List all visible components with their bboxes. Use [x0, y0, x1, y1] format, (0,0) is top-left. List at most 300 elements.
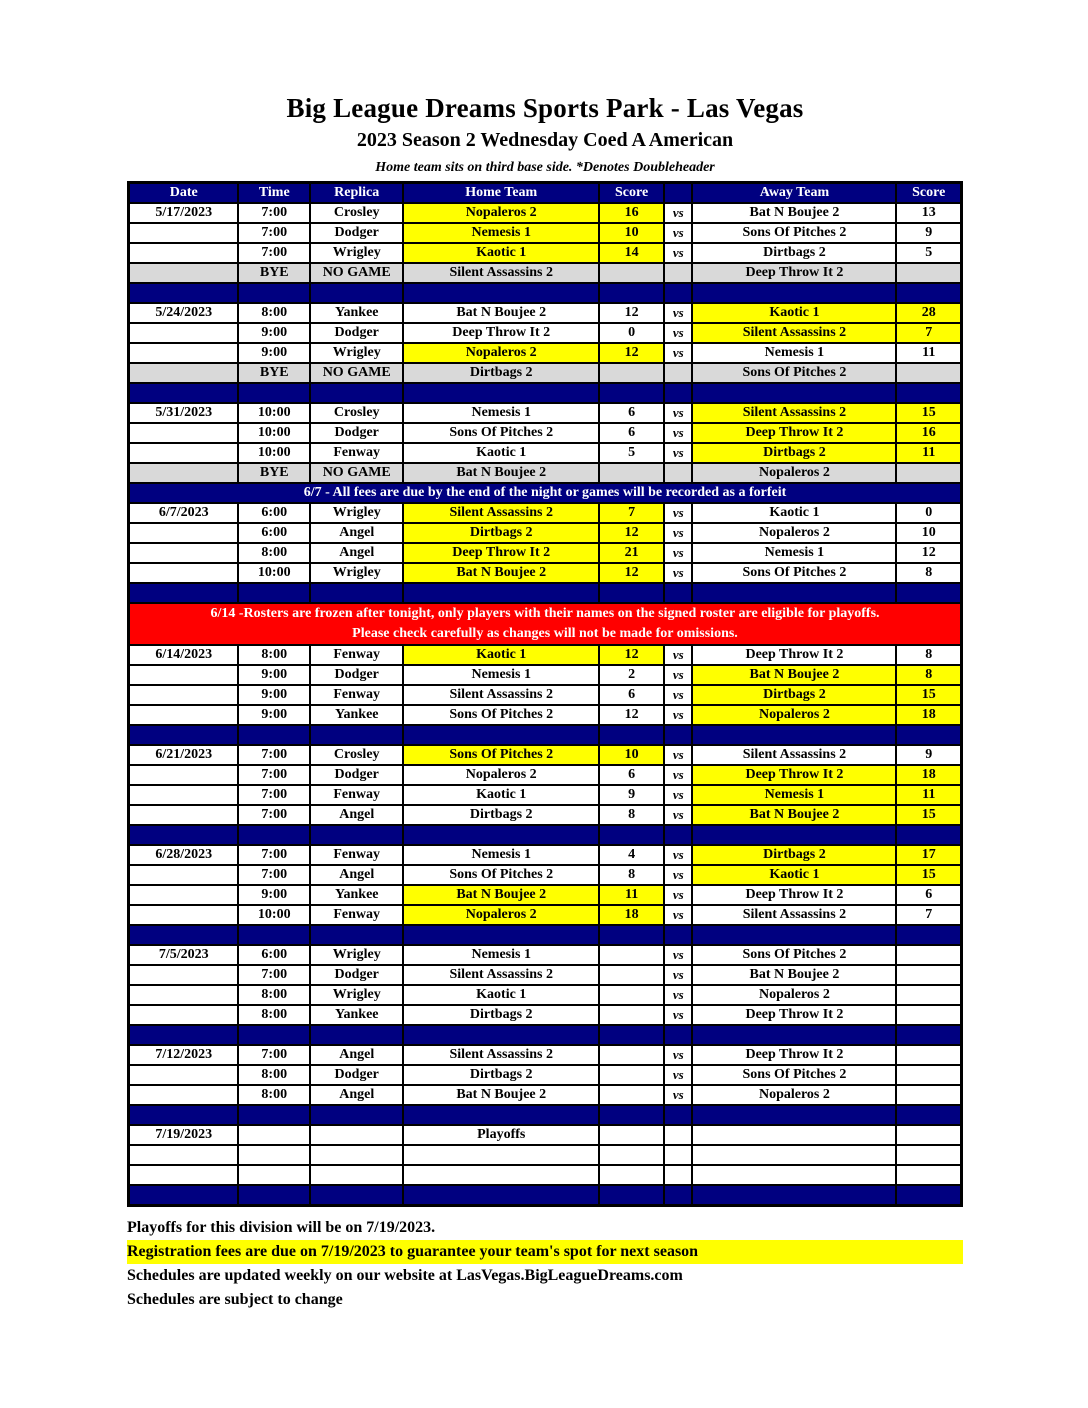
- roster-banner-cell: [129, 603, 962, 645]
- home-team-cell: Silent Assassins 2: [403, 965, 599, 985]
- schedule-table: [127, 181, 963, 1207]
- vs-cell: vs: [664, 1085, 692, 1105]
- away-score-cell: 15: [896, 403, 961, 423]
- game-row: [129, 343, 962, 363]
- game-row: [129, 785, 962, 805]
- vs-cell: vs: [664, 645, 692, 665]
- footer-playoffs-note: Playoffs for this division will be on 7/19/2023.: [127, 1218, 436, 1236]
- separator-cell: [599, 1025, 664, 1045]
- vs-cell: vs: [664, 765, 692, 785]
- away-score-cell: 6: [896, 885, 961, 905]
- separator-cell: [896, 283, 961, 303]
- header-row: [129, 182, 962, 203]
- home-score-cell: 5: [599, 443, 664, 463]
- separator-cell: [692, 583, 896, 603]
- date-cell: [129, 243, 239, 263]
- date-cell: [129, 1065, 239, 1085]
- game-row: [129, 243, 962, 263]
- away-team-cell: Sons Of Pitches 2: [692, 563, 896, 583]
- separator-cell: [599, 825, 664, 845]
- empty-cell: [403, 1165, 599, 1185]
- time-cell: 8:00: [238, 1065, 310, 1085]
- separator-cell: [664, 925, 692, 945]
- home-score-cell: 21: [599, 543, 664, 563]
- header-cell: Score: [599, 182, 664, 203]
- separator-cell: [599, 725, 664, 745]
- vs-cell: vs: [664, 865, 692, 885]
- separator-cell: [238, 383, 310, 403]
- time-cell: 9:00: [238, 323, 310, 343]
- game-row: [129, 885, 962, 905]
- separator-row: [129, 925, 962, 945]
- away-team-cell: Bat N Boujee 2: [692, 965, 896, 985]
- home-score-cell: 12: [599, 705, 664, 725]
- home-score-cell: [599, 263, 664, 283]
- vs-cell: vs: [664, 945, 692, 965]
- replica-cell: Wrigley: [310, 343, 403, 363]
- replica-cell: Dodger: [310, 765, 403, 785]
- separator-cell: [896, 925, 961, 945]
- date-cell: [129, 363, 239, 383]
- replica-cell: Fenway: [310, 845, 403, 865]
- header-cell: Time: [238, 182, 310, 203]
- away-team-cell: Dirtbags 2: [692, 845, 896, 865]
- separator-cell: [129, 1185, 239, 1206]
- home-team-cell: Dirtbags 2: [403, 363, 599, 383]
- game-row: [129, 865, 962, 885]
- game-row: [129, 1065, 962, 1085]
- game-row: [129, 1045, 962, 1065]
- separator-cell: [129, 1025, 239, 1045]
- away-team-cell: Silent Assassins 2: [692, 323, 896, 343]
- home-team-cell: Dirtbags 2: [403, 523, 599, 543]
- home-team-cell: Nemesis 1: [403, 403, 599, 423]
- separator-cell: [238, 1025, 310, 1045]
- vs-cell: vs: [664, 1065, 692, 1085]
- date-cell: [129, 805, 239, 825]
- home-team-cell: Nopaleros 2: [403, 203, 599, 223]
- separator-cell: [310, 1025, 403, 1045]
- home-team-cell: Bat N Boujee 2: [403, 463, 599, 483]
- game-row: [129, 423, 962, 443]
- time-cell: 10:00: [238, 563, 310, 583]
- home-team-cell: Deep Throw It 2: [403, 323, 599, 343]
- home-team-cell: Sons Of Pitches 2: [403, 705, 599, 725]
- date-cell: [129, 1005, 239, 1025]
- separator-cell: [692, 383, 896, 403]
- date-cell: 5/24/2023: [129, 303, 239, 323]
- empty-cell: [692, 1165, 896, 1185]
- separator-cell: [129, 383, 239, 403]
- date-cell: [129, 563, 239, 583]
- home-team-cell: Nemesis 1: [403, 845, 599, 865]
- home-team-cell: Bat N Boujee 2: [403, 563, 599, 583]
- replica-cell: [310, 1125, 403, 1145]
- away-score-cell: 9: [896, 223, 961, 243]
- date-cell: [129, 705, 239, 725]
- separator-cell: [403, 825, 599, 845]
- date-cell: [129, 865, 239, 885]
- separator-cell: [310, 1105, 403, 1125]
- separator-row: [129, 283, 962, 303]
- away-score-cell: [896, 965, 961, 985]
- home-team-cell: Dirtbags 2: [403, 1065, 599, 1085]
- date-cell: [129, 323, 239, 343]
- date-cell: [129, 985, 239, 1005]
- time-cell: 7:00: [238, 865, 310, 885]
- time-cell: BYE: [238, 363, 310, 383]
- replica-cell: Fenway: [310, 443, 403, 463]
- replica-cell: Dodger: [310, 1065, 403, 1085]
- away-score-cell: [896, 1065, 961, 1085]
- footer-website-note: Schedules are updated weekly on our website at LasVegas.BigLeagueDreams.com: [127, 1266, 683, 1284]
- empty-cell: [129, 1145, 239, 1165]
- vs-cell: [664, 1125, 692, 1145]
- empty-cell: [599, 1165, 664, 1185]
- time-cell: 8:00: [238, 985, 310, 1005]
- game-row: [129, 303, 962, 323]
- away-score-cell: 0: [896, 503, 961, 523]
- bye-row: [129, 263, 962, 283]
- page-footer: [127, 1216, 963, 1312]
- game-row: [129, 323, 962, 343]
- separator-cell: [664, 1025, 692, 1045]
- replica-cell: Angel: [310, 523, 403, 543]
- away-score-cell: 15: [896, 805, 961, 825]
- separator-cell: [310, 1185, 403, 1206]
- separator-cell: [599, 1185, 664, 1206]
- time-cell: 9:00: [238, 665, 310, 685]
- home-team-cell: Nopaleros 2: [403, 765, 599, 785]
- away-team-cell: Bat N Boujee 2: [692, 203, 896, 223]
- game-row: [129, 223, 962, 243]
- home-score-cell: 6: [599, 765, 664, 785]
- home-team-cell: Nemesis 1: [403, 665, 599, 685]
- time-cell: 8:00: [238, 1005, 310, 1025]
- home-team-cell: Silent Assassins 2: [403, 263, 599, 283]
- date-cell: [129, 443, 239, 463]
- home-score-cell: [599, 985, 664, 1005]
- empty-cell: [599, 1145, 664, 1165]
- home-team-cell: Silent Assassins 2: [403, 1045, 599, 1065]
- away-team-cell: Nemesis 1: [692, 785, 896, 805]
- home-score-cell: 6: [599, 685, 664, 705]
- separator-cell: [896, 583, 961, 603]
- away-score-cell: [896, 985, 961, 1005]
- replica-cell: Dodger: [310, 965, 403, 985]
- away-score-cell: 18: [896, 765, 961, 785]
- home-team-cell: Silent Assassins 2: [403, 685, 599, 705]
- game-row: [129, 563, 962, 583]
- vs-cell: vs: [664, 1045, 692, 1065]
- home-score-cell: 12: [599, 563, 664, 583]
- home-score-cell: [599, 1125, 664, 1145]
- home-score-cell: 12: [599, 343, 664, 363]
- separator-cell: [310, 925, 403, 945]
- banner-row: [129, 603, 962, 645]
- date-cell: [129, 523, 239, 543]
- date-cell: [129, 263, 239, 283]
- away-score-cell: 11: [896, 785, 961, 805]
- away-score-cell: 8: [896, 665, 961, 685]
- home-team-cell: Dirtbags 2: [403, 805, 599, 825]
- vs-cell: vs: [664, 965, 692, 985]
- time-cell: 8:00: [238, 303, 310, 323]
- replica-cell: Angel: [310, 543, 403, 563]
- replica-cell: Yankee: [310, 705, 403, 725]
- away-team-cell: Kaotic 1: [692, 503, 896, 523]
- game-row: [129, 403, 962, 423]
- home-score-cell: 10: [599, 745, 664, 765]
- date-cell: [129, 665, 239, 685]
- away-team-cell: Deep Throw It 2: [692, 765, 896, 785]
- home-team-cell: Kaotic 1: [403, 985, 599, 1005]
- away-score-cell: 15: [896, 865, 961, 885]
- away-team-cell: Nopaleros 2: [692, 985, 896, 1005]
- replica-cell: Angel: [310, 1085, 403, 1105]
- separator-row: [129, 725, 962, 745]
- date-cell: [129, 423, 239, 443]
- separator-cell: [238, 1105, 310, 1125]
- schedule-page: [127, 94, 963, 1312]
- separator-cell: [310, 583, 403, 603]
- replica-cell: Fenway: [310, 685, 403, 705]
- away-team-cell: Nopaleros 2: [692, 463, 896, 483]
- separator-cell: [896, 725, 961, 745]
- date-cell: [129, 905, 239, 925]
- time-cell: 8:00: [238, 645, 310, 665]
- bye-row: [129, 363, 962, 383]
- home-team-cell: Nopaleros 2: [403, 343, 599, 363]
- home-score-cell: [599, 1005, 664, 1025]
- time-cell: 6:00: [238, 503, 310, 523]
- away-team-cell: Nopaleros 2: [692, 523, 896, 543]
- away-team-cell: Silent Assassins 2: [692, 905, 896, 925]
- away-score-cell: 5: [896, 243, 961, 263]
- time-cell: 10:00: [238, 905, 310, 925]
- separator-cell: [664, 725, 692, 745]
- separator-cell: [129, 283, 239, 303]
- game-row: [129, 1085, 962, 1105]
- header-cell: Home Team: [403, 182, 599, 203]
- vs-cell: vs: [664, 403, 692, 423]
- separator-cell: [664, 283, 692, 303]
- separator-cell: [692, 925, 896, 945]
- away-score-cell: 9: [896, 745, 961, 765]
- date-cell: 5/31/2023: [129, 403, 239, 423]
- home-score-cell: 16: [599, 203, 664, 223]
- home-score-cell: 11: [599, 885, 664, 905]
- separator-cell: [403, 1185, 599, 1206]
- separator-cell: [896, 825, 961, 845]
- time-cell: 10:00: [238, 443, 310, 463]
- home-score-cell: 2: [599, 665, 664, 685]
- separator-row: [129, 383, 962, 403]
- replica-cell: Wrigley: [310, 503, 403, 523]
- away-score-cell: [896, 1125, 961, 1145]
- time-cell: 7:00: [238, 785, 310, 805]
- replica-cell: Dodger: [310, 223, 403, 243]
- home-team-note: Home team sits on third base side. *Denotes Doubleheader: [375, 159, 715, 175]
- replica-cell: Fenway: [310, 785, 403, 805]
- time-cell: 7:00: [238, 765, 310, 785]
- vs-cell: vs: [664, 705, 692, 725]
- replica-cell: Wrigley: [310, 563, 403, 583]
- home-score-cell: 9: [599, 785, 664, 805]
- date-cell: [129, 785, 239, 805]
- vs-cell: vs: [664, 503, 692, 523]
- away-team-cell: Sons Of Pitches 2: [692, 363, 896, 383]
- separator-cell: [664, 1105, 692, 1125]
- game-row: [129, 945, 962, 965]
- separator-cell: [664, 825, 692, 845]
- separator-cell: [129, 825, 239, 845]
- time-cell: 7:00: [238, 965, 310, 985]
- game-row: [129, 965, 962, 985]
- separator-cell: [599, 925, 664, 945]
- away-team-cell: [692, 1125, 896, 1145]
- date-cell: [129, 965, 239, 985]
- empty-cell: [310, 1145, 403, 1165]
- away-team-cell: Deep Throw It 2: [692, 645, 896, 665]
- playoffs-row: [129, 1125, 962, 1145]
- home-score-cell: 8: [599, 805, 664, 825]
- separator-cell: [129, 1105, 239, 1125]
- away-team-cell: Bat N Boujee 2: [692, 805, 896, 825]
- away-team-cell: Sons Of Pitches 2: [692, 945, 896, 965]
- replica-cell: Angel: [310, 865, 403, 885]
- date-cell: [129, 885, 239, 905]
- game-row: [129, 543, 962, 563]
- away-team-cell: Sons Of Pitches 2: [692, 1065, 896, 1085]
- away-score-cell: [896, 1045, 961, 1065]
- date-cell: 6/14/2023: [129, 645, 239, 665]
- separator-row: [129, 583, 962, 603]
- replica-cell: Dodger: [310, 423, 403, 443]
- vs-cell: vs: [664, 905, 692, 925]
- away-team-cell: Deep Throw It 2: [692, 1045, 896, 1065]
- away-team-cell: Deep Throw It 2: [692, 1005, 896, 1025]
- home-score-cell: 12: [599, 523, 664, 543]
- game-row: [129, 503, 962, 523]
- game-row: [129, 645, 962, 665]
- home-team-cell: Kaotic 1: [403, 443, 599, 463]
- time-cell: 6:00: [238, 523, 310, 543]
- empty-cell: [403, 1145, 599, 1165]
- vs-cell: vs: [664, 203, 692, 223]
- separator-cell: [238, 725, 310, 745]
- separator-cell: [664, 1185, 692, 1206]
- away-score-cell: [896, 363, 961, 383]
- home-score-cell: 6: [599, 423, 664, 443]
- time-cell: 7:00: [238, 203, 310, 223]
- separator-cell: [692, 725, 896, 745]
- empty-cell: [238, 1145, 310, 1165]
- home-team-cell: Nopaleros 2: [403, 905, 599, 925]
- separator-cell: [310, 283, 403, 303]
- schedule-table-head: [129, 182, 962, 203]
- separator-cell: [238, 283, 310, 303]
- away-score-cell: 8: [896, 645, 961, 665]
- separator-cell: [692, 1105, 896, 1125]
- replica-cell: Fenway: [310, 645, 403, 665]
- replica-cell: Crosley: [310, 403, 403, 423]
- home-score-cell: 6: [599, 403, 664, 423]
- away-team-cell: Nemesis 1: [692, 343, 896, 363]
- away-score-cell: 13: [896, 203, 961, 223]
- vs-cell: vs: [664, 543, 692, 563]
- vs-cell: vs: [664, 303, 692, 323]
- home-score-cell: [599, 1045, 664, 1065]
- separator-cell: [896, 1025, 961, 1045]
- schedule-table-body: [129, 203, 962, 1206]
- date-cell: 6/21/2023: [129, 745, 239, 765]
- replica-cell: Dodger: [310, 323, 403, 343]
- vs-cell: vs: [664, 523, 692, 543]
- replica-cell: NO GAME: [310, 363, 403, 383]
- away-score-cell: 17: [896, 845, 961, 865]
- away-score-cell: 7: [896, 905, 961, 925]
- time-cell: BYE: [238, 463, 310, 483]
- game-row: [129, 905, 962, 925]
- away-score-cell: [896, 263, 961, 283]
- replica-cell: Yankee: [310, 303, 403, 323]
- game-row: [129, 845, 962, 865]
- game-row: [129, 665, 962, 685]
- replica-cell: Angel: [310, 805, 403, 825]
- home-score-cell: [599, 945, 664, 965]
- vs-cell: vs: [664, 223, 692, 243]
- game-row: [129, 705, 962, 725]
- away-score-cell: [896, 463, 961, 483]
- vs-cell: vs: [664, 665, 692, 685]
- separator-cell: [599, 583, 664, 603]
- separator-cell: [238, 825, 310, 845]
- time-cell: 9:00: [238, 343, 310, 363]
- fees-note-cell: 6/7 - All fees are due by the end of the night or games will be recorded as a forfeit: [129, 483, 962, 503]
- game-row: [129, 685, 962, 705]
- replica-cell: NO GAME: [310, 263, 403, 283]
- home-score-cell: 8: [599, 865, 664, 885]
- separator-cell: [129, 925, 239, 945]
- away-team-cell: Deep Throw It 2: [692, 263, 896, 283]
- vs-cell: vs: [664, 985, 692, 1005]
- away-team-cell: Kaotic 1: [692, 303, 896, 323]
- away-score-cell: 11: [896, 343, 961, 363]
- replica-cell: Yankee: [310, 885, 403, 905]
- away-team-cell: Deep Throw It 2: [692, 423, 896, 443]
- empty-cell: [664, 1165, 692, 1185]
- away-score-cell: 16: [896, 423, 961, 443]
- separator-cell: [403, 925, 599, 945]
- separator-cell: [896, 1105, 961, 1125]
- game-row: [129, 765, 962, 785]
- separator-cell: [310, 725, 403, 745]
- time-cell: 10:00: [238, 403, 310, 423]
- away-team-cell: Nopaleros 2: [692, 705, 896, 725]
- banner-line: Please check carefully as changes will not be made for omissions.: [352, 625, 738, 641]
- home-team-cell: Silent Assassins 2: [403, 503, 599, 523]
- replica-cell: Fenway: [310, 905, 403, 925]
- game-row: [129, 443, 962, 463]
- footer-subject-to-change-note: Schedules are subject to change: [127, 1290, 343, 1308]
- header-cell: Replica: [310, 182, 403, 203]
- time-cell: 7:00: [238, 243, 310, 263]
- time-cell: 9:00: [238, 885, 310, 905]
- bye-row: [129, 463, 962, 483]
- empty-row: [129, 1165, 962, 1185]
- away-score-cell: 8: [896, 563, 961, 583]
